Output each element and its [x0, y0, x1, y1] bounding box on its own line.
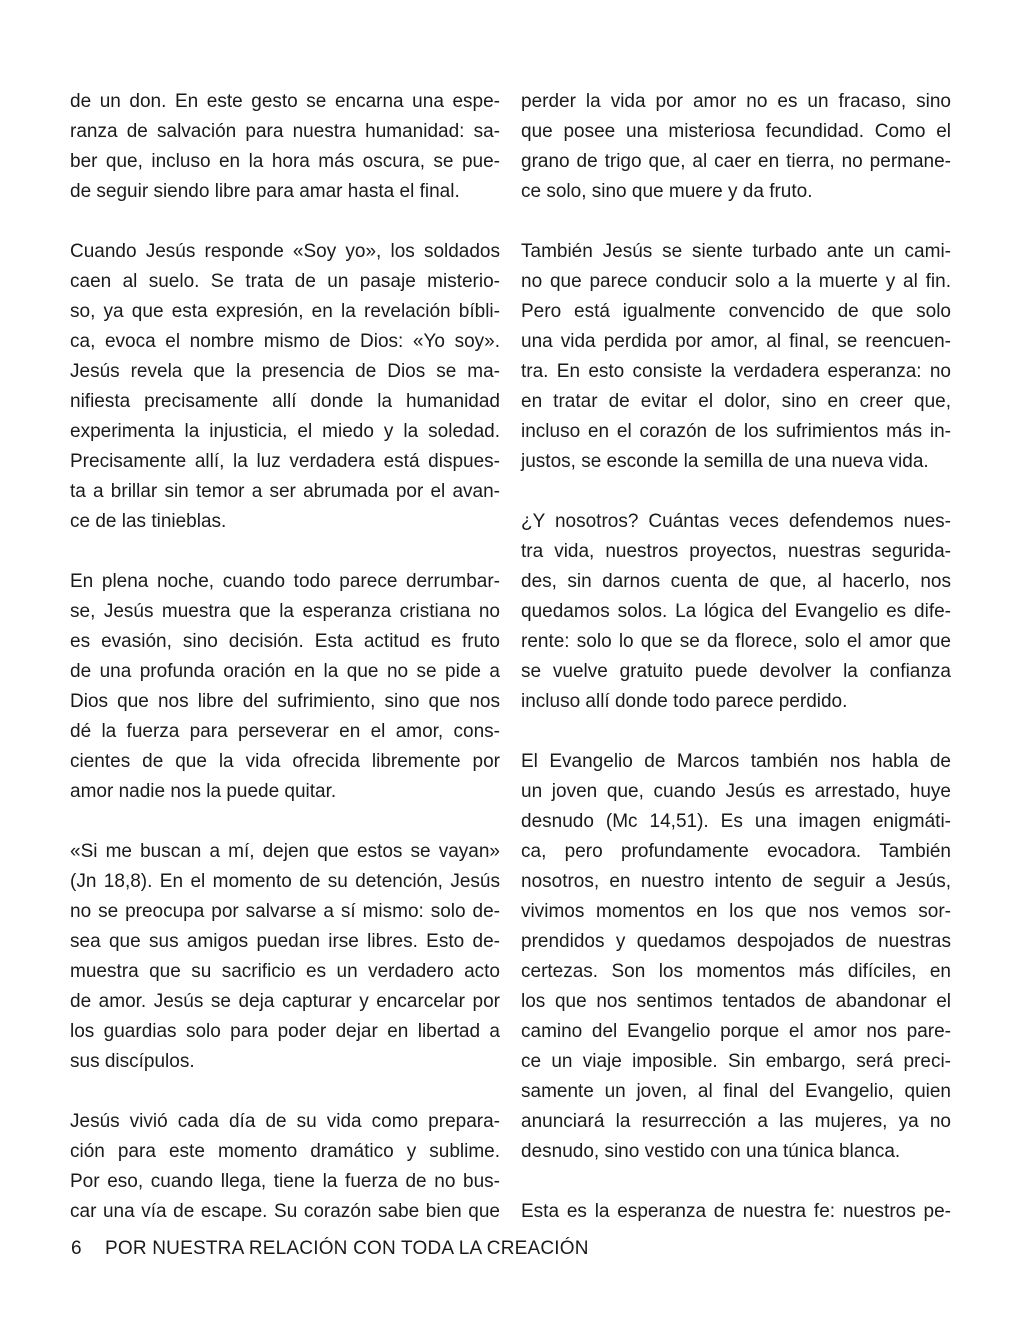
text-line: es evasión, sino decisión. Esta actitud es fruto — [70, 631, 500, 652]
paragraph — [521, 747, 951, 1167]
text-line: (Jn 18,8). En el momento de su detención, Jesús — [70, 871, 500, 892]
text-line: samente un joven, al final del Evangelio, quien — [521, 1081, 951, 1102]
text-line: ranza de salvación para nuestra humanidad: sa- — [70, 121, 500, 142]
text-line: no se preocupa por salvarse a sí mismo: solo de- — [70, 901, 500, 922]
text-line: quedamos solos. La lógica del Evangelio es dife- — [521, 601, 951, 622]
left-column — [70, 87, 500, 1257]
text-line: En plena noche, cuando todo parece derrumbar- — [70, 571, 500, 592]
paragraph — [70, 837, 500, 1077]
text-line: en tratar de evitar el dolor, sino en creer que, — [521, 391, 951, 412]
text-line: so, ya que esta expresión, en la revelación bíbli- — [70, 301, 500, 322]
text-line: sus discípulos. — [70, 1051, 195, 1072]
text-line: justos, se esconde la semilla de una nueva vida. — [521, 451, 929, 472]
text-line: ce un viaje imposible. Sin embargo, será preci- — [521, 1051, 951, 1072]
paragraph — [521, 237, 951, 477]
text-line: tra. En esto consiste la verdadera esperanza: no — [521, 361, 951, 382]
text-line: vivimos momentos en los que nos vemos sor- — [521, 901, 951, 922]
text-line: ce solo, sino que muere y da fruto. — [521, 181, 813, 202]
text-line: ta a brillar sin temor a ser abrumada por el avan- — [70, 481, 500, 502]
text-line: los guardias solo para poder dejar en libertad a — [70, 1021, 500, 1042]
text-line: de una profunda oración en la que no se pide a — [70, 661, 500, 682]
page-number: 6 — [71, 1238, 82, 1259]
text-line: de seguir siendo libre para amar hasta el final. — [70, 181, 460, 202]
text-line: Jesús vivió cada día de su vida como prepara- — [70, 1111, 500, 1132]
paragraph — [70, 1107, 500, 1227]
text-line: ber que, incluso en la hora más oscura, se pue- — [70, 151, 500, 172]
text-line: Jesús revela que la presencia de Dios se ma- — [70, 361, 500, 382]
text-line: También Jesús se siente turbado ante un cami- — [521, 241, 951, 262]
text-line: perder la vida por amor no es un fracaso, sino — [521, 91, 951, 112]
text-line: ¿Y nosotros? Cuántas veces defendemos nues- — [521, 511, 951, 532]
text-line: Por eso, cuando llega, tiene la fuerza de no bus- — [70, 1171, 500, 1192]
text-line: dé la fuerza para perseverar en el amor, cons- — [70, 721, 500, 742]
text-line: Precisamente allí, la luz verdadera está dispues- — [70, 451, 500, 472]
paragraph — [521, 1197, 951, 1227]
paragraph — [70, 237, 500, 537]
paragraph — [70, 567, 500, 807]
text-line: nosotros, en nuestro intento de seguir a Jesús, — [521, 871, 951, 892]
text-line: caen al suelo. Se trata de un pasaje misterio- — [70, 271, 500, 292]
text-line: des, sin darnos cuenta de que, al hacerlo, nos — [521, 571, 951, 592]
text-line: de un don. En este gesto se encarna una espe- — [70, 91, 500, 112]
page-footer — [71, 1236, 589, 1262]
text-line: desnudo, sino vestido con una túnica blanca. — [521, 1141, 901, 1162]
text-line: cientes de que la vida ofrecida libremente por — [70, 751, 500, 772]
text-line: prendidos y quedamos despojados de nuestras — [521, 931, 951, 952]
text-line: una vida perdida por amor, al final, se reencuen- — [521, 331, 951, 352]
text-line: sea que sus amigos puedan irse libres. Esto de- — [70, 931, 500, 952]
text-line: muestra que su sacrificio es un verdadero acto — [70, 961, 500, 982]
text-line: car una vía de escape. Su corazón sabe bien que — [70, 1201, 500, 1222]
text-line: «Si me buscan a mí, dejen que estos se vayan» — [70, 841, 500, 862]
paragraph — [521, 507, 951, 717]
text-line: nifiesta precisamente allí donde la humanidad — [70, 391, 500, 412]
text-line: ce de las tinieblas. — [70, 511, 227, 532]
text-line: Pero está igualmente convencido de que solo — [521, 301, 951, 322]
text-line: desnudo (Mc 14,51). Es una imagen enigmáti- — [521, 811, 951, 832]
text-line: camino del Evangelio porque el amor nos pare- — [521, 1021, 951, 1042]
text-line: rente: solo lo que se da florece, solo el amor que — [521, 631, 951, 652]
text-line: anunciará la resurrección a las mujeres, ya no — [521, 1111, 951, 1132]
text-line: que posee una misteriosa fecundidad. Como el — [521, 121, 951, 142]
text-line: El Evangelio de Marcos también nos habla de — [521, 751, 951, 772]
text-line: se, Jesús muestra que la esperanza cristiana no — [70, 601, 500, 622]
text-line: experimenta la injusticia, el miedo y la soledad. — [70, 421, 500, 442]
text-line: amor nadie nos la puede quitar. — [70, 781, 337, 802]
text-line: grano de trigo que, al caer en tierra, no permane- — [521, 151, 951, 172]
text-line: se vuelve gratuito puede devolver la confianza — [521, 661, 951, 682]
text-line: tra vida, nuestros proyectos, nuestras segurida- — [521, 541, 951, 562]
text-line: de amor. Jesús se deja capturar y encarcelar por — [70, 991, 500, 1012]
text-line: ca, evoca el nombre mismo de Dios: «Yo soy». — [70, 331, 500, 352]
paragraph — [521, 87, 951, 207]
text-line: ca, pero profundamente evocadora. También — [521, 841, 951, 862]
paragraph — [70, 87, 500, 207]
text-line: un joven que, cuando Jesús es arrestado, huye — [521, 781, 951, 802]
text-line: Cuando Jesús responde «Soy yo», los soldados — [70, 241, 500, 262]
text-line: Esta es la esperanza de nuestra fe: nuestros pe- — [521, 1201, 951, 1222]
text-line: certezas. Son los momentos más difíciles, en — [521, 961, 951, 982]
text-line: incluso en el corazón de los sufrimientos más in- — [521, 421, 951, 442]
text-line: ción para este momento dramático y sublime. — [70, 1141, 500, 1162]
text-line: no que parece conducir solo a la muerte y al fin. — [521, 271, 951, 292]
running-title: POR NUESTRA RELACIÓN CON TODA LA CREACIÓN — [105, 1238, 589, 1259]
text-line: incluso allí donde todo parece perdido. — [521, 691, 848, 712]
text-line: los que nos sentimos tentados de abandonar el — [521, 991, 951, 1012]
text-line: Dios que nos libre del sufrimiento, sino que nos — [70, 691, 500, 712]
right-column — [521, 87, 951, 1257]
